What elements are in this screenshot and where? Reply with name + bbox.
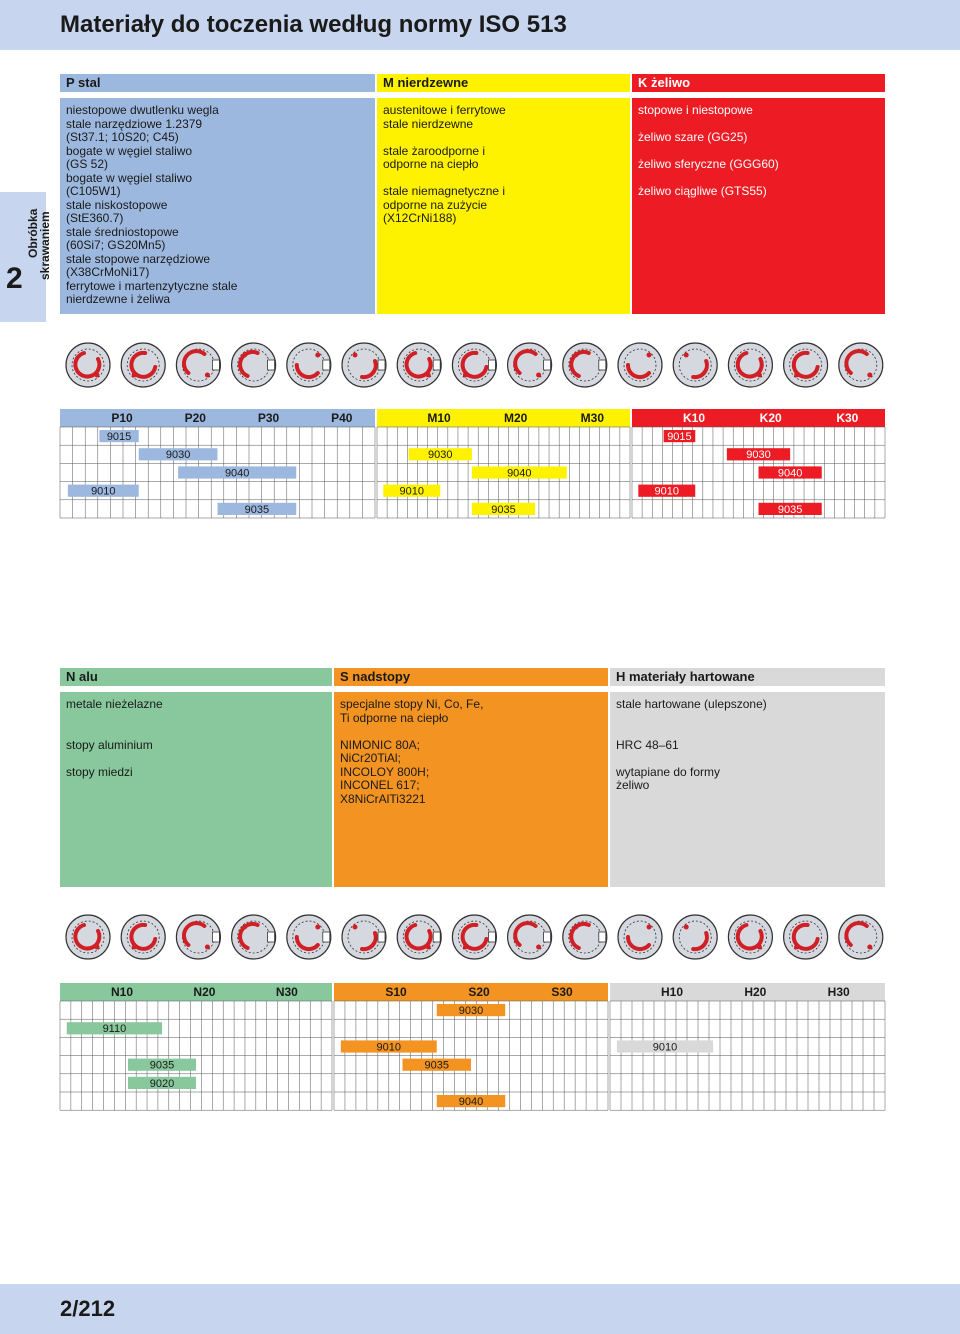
tick-label: H30: [827, 985, 850, 999]
grade-label: 9040: [458, 1096, 484, 1108]
grade-label: 9020: [149, 1077, 175, 1090]
external-profiling-icon: [176, 915, 220, 959]
grade-label: 9030: [458, 1005, 484, 1017]
grade-label: 9035: [149, 1059, 175, 1072]
grade-label: 9010: [399, 485, 425, 498]
tick-label: P20: [184, 411, 206, 425]
back-turning-icon: [618, 915, 662, 959]
boring-icon: [342, 343, 386, 387]
chapter-number: 2: [6, 262, 23, 295]
tick-label: N30: [275, 985, 298, 999]
operation-icons-row-top: [60, 340, 890, 390]
back-turning-icon: [618, 343, 662, 387]
tick-label: K20: [759, 411, 782, 425]
internal-grooving-icon: [397, 343, 441, 387]
parting-icon: [508, 343, 552, 387]
facing-icon: [121, 915, 165, 959]
category-header-s: S nadstopy: [334, 668, 608, 686]
grade-label: 9030: [165, 449, 191, 462]
category-header-m: M nierdzewne: [377, 74, 630, 92]
tick-label: M30: [580, 411, 605, 425]
operation-icons-row-bottom: [60, 912, 890, 962]
threading-icon: [452, 343, 496, 387]
footer-band: [0, 1284, 960, 1334]
external-profiling-icon: [176, 343, 220, 387]
grade-label: 9010: [652, 1041, 678, 1054]
grade-chart-pmk: [60, 409, 890, 521]
grade-label: 9035: [777, 503, 803, 516]
page-title: Materiały do toczenia według normy ISO 513: [60, 11, 567, 38]
grade-label: 9010: [376, 1041, 402, 1054]
grade-label: 9035: [491, 503, 516, 516]
grade-label: 9010: [654, 485, 680, 498]
grade-label: 9035: [424, 1059, 449, 1072]
category-header-p: P stal: [60, 74, 375, 92]
external-turning-icon: [66, 915, 110, 959]
category-description-n: metale nieżelazne stopy aluminium stopy miedzi: [60, 692, 332, 887]
recessing-icon: [839, 915, 883, 959]
page-number: 2/212: [60, 1296, 116, 1321]
grade-label: 9030: [746, 449, 771, 462]
chart-header-p: [60, 409, 375, 427]
threading-icon: [452, 915, 496, 959]
copy-turning-icon: [673, 343, 717, 387]
grade-label: 9040: [224, 467, 250, 480]
boring-icon: [342, 915, 386, 959]
facing-icon: [121, 343, 165, 387]
grade-label: 9040: [777, 467, 803, 480]
tick-label: H10: [660, 985, 684, 999]
finishing-icon: [784, 343, 828, 387]
tick-label: P30: [257, 411, 280, 425]
category-description-k: stopowe i niestopowe żeliwo szare (GG25) żeliwo sferyczne (GGG60) żeliwo ciągliwe (GTS55): [632, 98, 885, 314]
finishing-icon: [784, 915, 828, 959]
tick-label: N10: [110, 985, 134, 999]
category-header-n: N alu: [60, 668, 332, 686]
internal-grooving-icon: [397, 915, 441, 959]
category-description-p: niestopowe dwutlenku wegla stale narzędziowe 1.2379 (St37.1; 10S20; C45) bogate w węgiel staliwo (GS 52) bogate w węgiel staliwo (C105W1) stale niskostopowe (StE360.7) stale średniostopowe (60Si7; GS20Mn5) stale stopowe narzędziowe (X38CrMoNi17) ferrytowe i martenzytyczne stale nierdzewne i żeliwa: [60, 98, 375, 314]
grade-chart-nsh: [60, 983, 890, 1108]
category-header-k: K żeliwo: [632, 74, 885, 92]
tick-label: H20: [744, 985, 767, 999]
grade-label: 9010: [91, 485, 116, 498]
grooving-icon: [232, 915, 276, 959]
internal-turning-icon: [287, 343, 331, 387]
category-description-m: austenitowe i ferrytowe stale nierdzewne stale żaroodporne i odporne na ciepło stale niemagnetyczne i odporne na zużycie (X12CrNi188): [377, 98, 630, 314]
tick-label: M20: [503, 411, 528, 425]
category-header-h: H materiały hartowane: [610, 668, 885, 686]
grade-label: 9030: [428, 449, 453, 462]
grade-label: 9035: [244, 503, 270, 516]
grooving-icon: [232, 343, 276, 387]
category-description-h: stale hartowane (ulepszone) HRC 48–61 wytapiane do formy żeliwo: [610, 692, 885, 887]
chapter-title: [26, 180, 52, 320]
tick-label: P40: [331, 411, 353, 425]
tick-label: M10: [427, 411, 451, 425]
copy-turning-icon: [673, 915, 717, 959]
grade-label: 9110: [102, 1023, 127, 1036]
tick-label: N20: [193, 985, 216, 999]
tick-label: S10: [385, 985, 407, 999]
grade-label: 9040: [507, 467, 532, 480]
tick-label: K30: [836, 411, 859, 425]
chapter-title-line1: Obróbka: [26, 208, 40, 258]
internal-turning-icon: [287, 915, 331, 959]
chamfer-turning-icon: [728, 343, 772, 387]
chapter-title-line2: skrawaniem: [38, 211, 52, 280]
grade-label: 9015: [667, 431, 692, 443]
tick-label: S20: [468, 985, 490, 999]
category-description-s: specjalne stopy Ni, Co, Fe, Ti odporne na ciepło NIMONIC 80A; NiCr20TiAl; INCOLOY 800H; INCONEL 617; X8NiCrAlTi3221: [334, 692, 608, 887]
grade-label: 9015: [106, 431, 132, 443]
recessing-icon: [839, 343, 883, 387]
tick-label: P10: [111, 411, 133, 425]
tick-label: K10: [682, 411, 706, 425]
tick-label: S30: [551, 985, 573, 999]
contour-turning-icon: [563, 915, 607, 959]
contour-turning-icon: [563, 343, 607, 387]
chamfer-turning-icon: [728, 915, 772, 959]
external-turning-icon: [66, 343, 110, 387]
parting-icon: [508, 915, 552, 959]
